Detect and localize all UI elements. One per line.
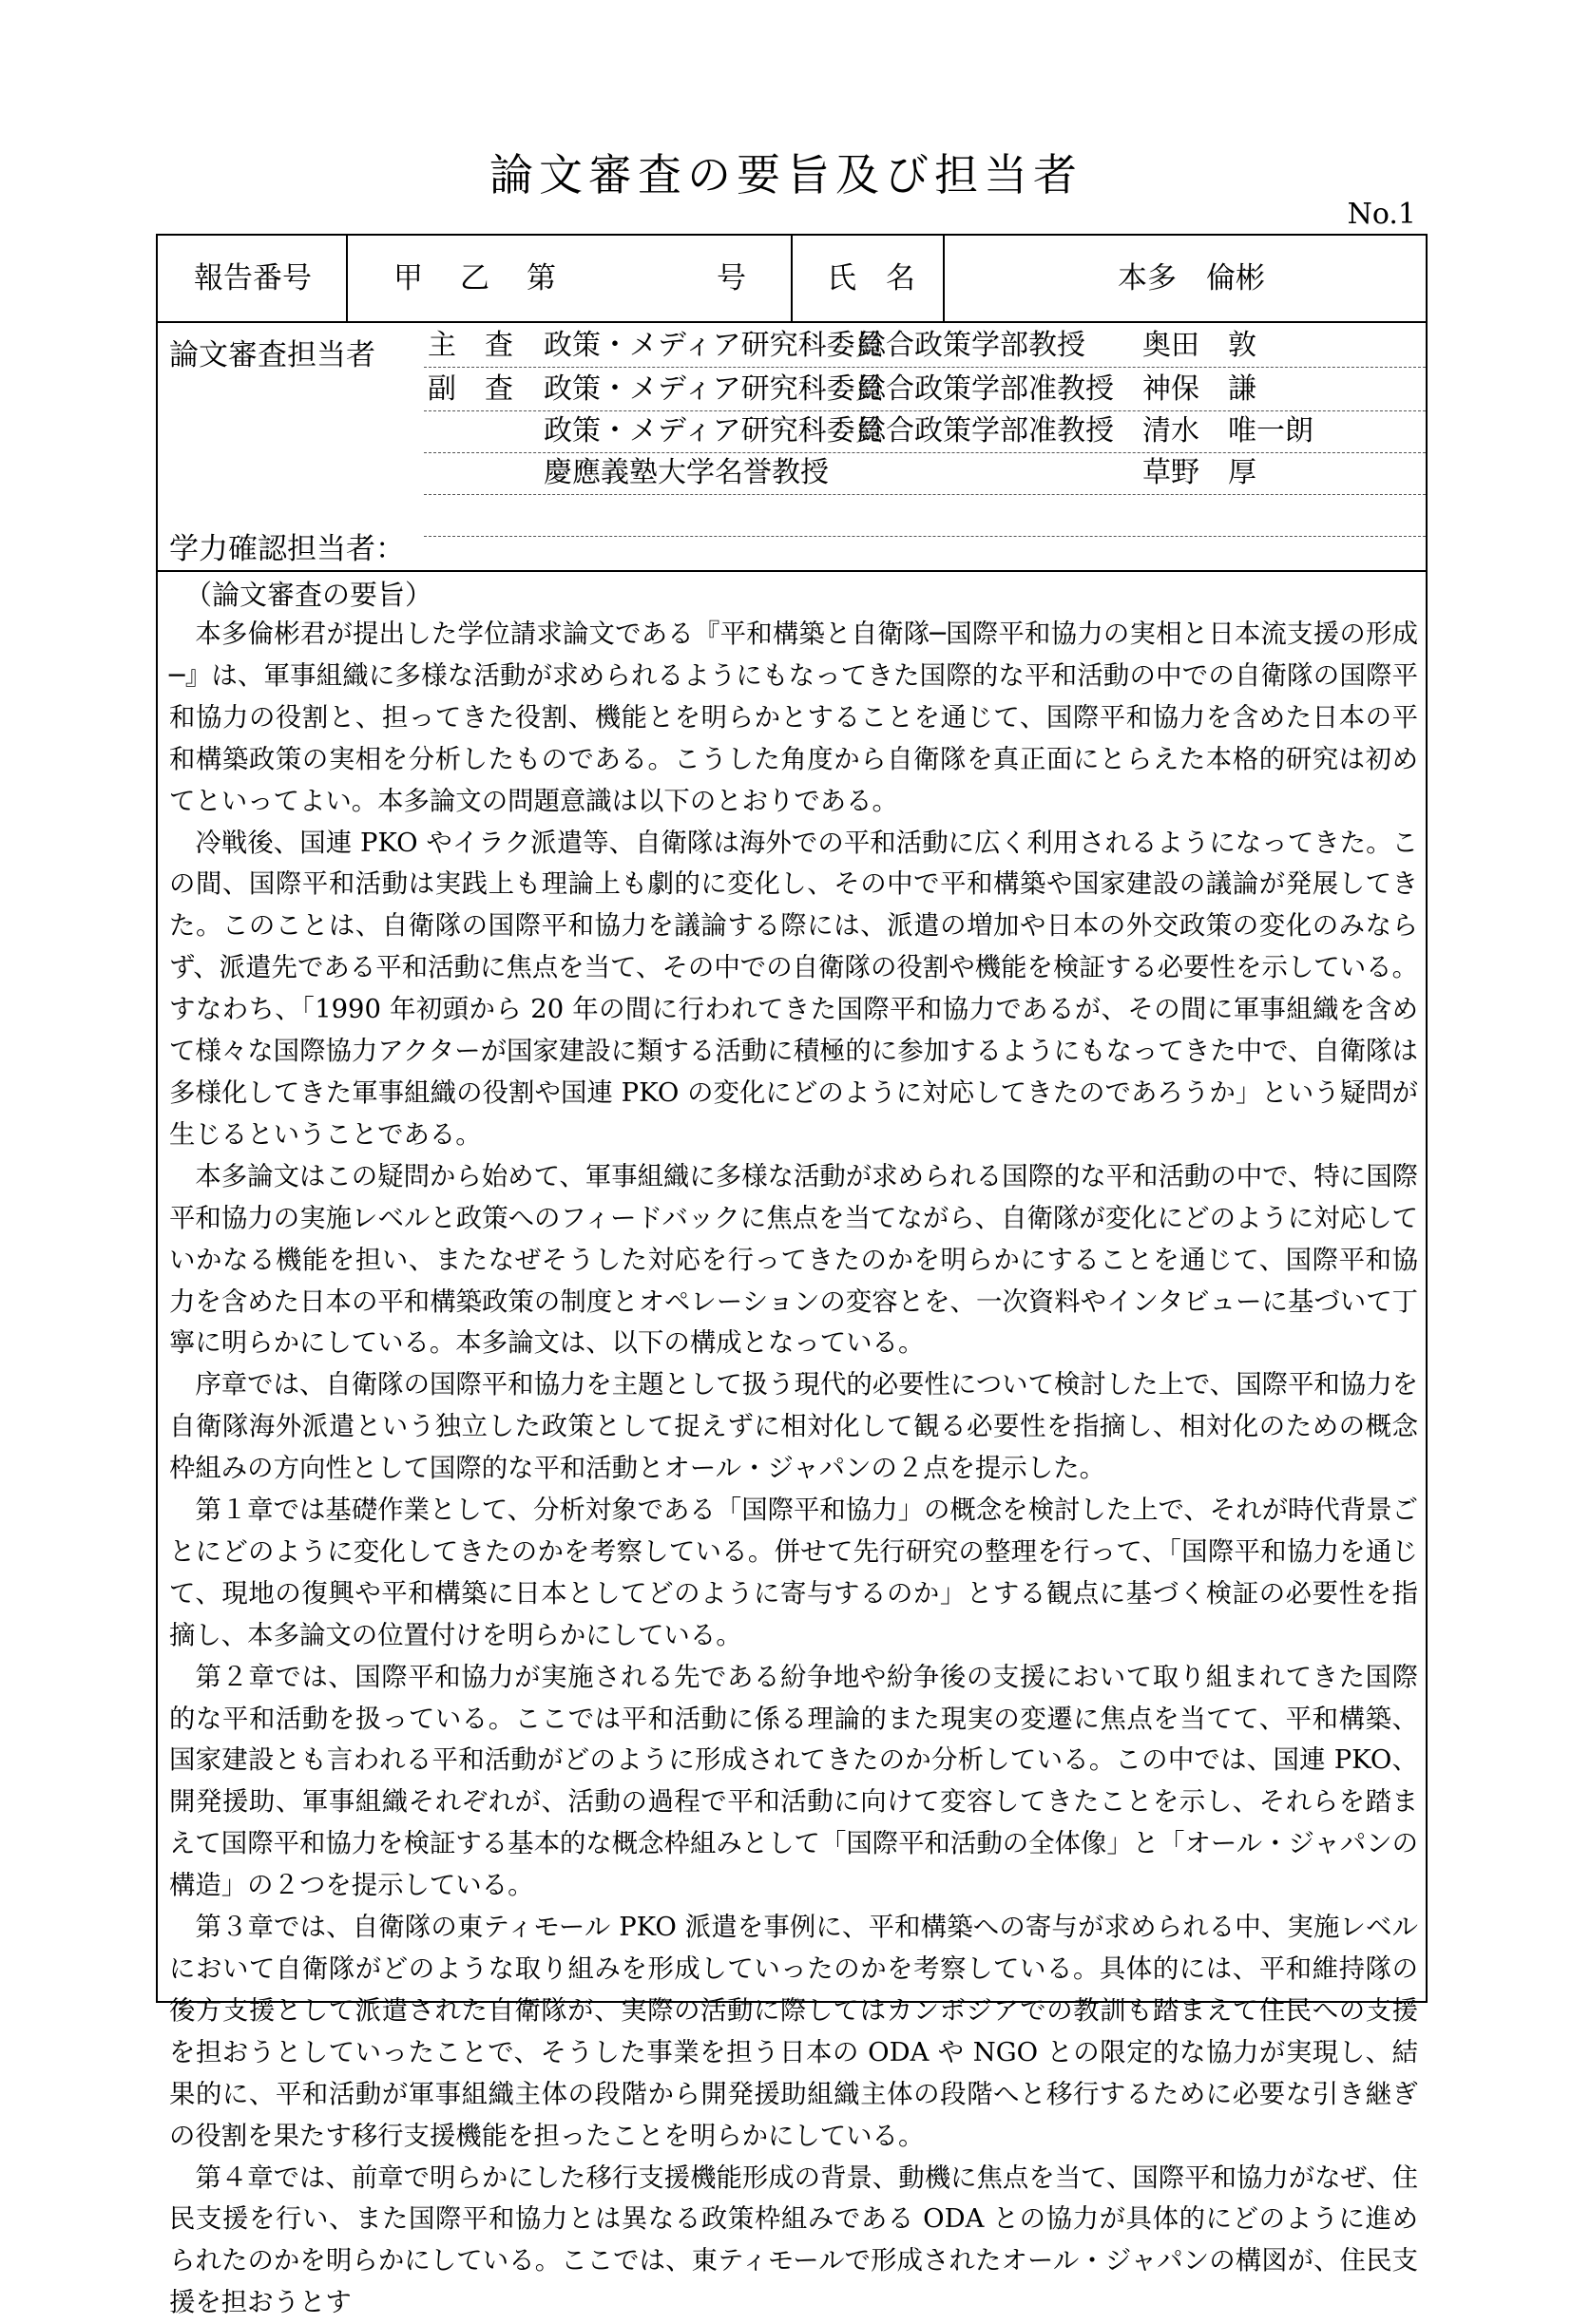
reviewer-committee: 政策・メディア研究科委員 xyxy=(544,414,884,448)
summary-paragraph: 本多論文はこの疑問から始めて、軍事組織に多様な活動が求められる国際的な平和活動の中で、特に国際平和協力の実施レベルと政策へのフィードバックに焦点を当てながら、自衛隊が変化にどのように対応していかなる機能を担い、またなぜそうした対応を行ってきたのかを明らかにすることを通じて、国際平和協力を含めた日本の平和構築政策の制度とオペレーションの変容とを、一次資料やインタビューに基づいて丁寧に明らかにしている。本多論文は、以下の構成となっている。 xyxy=(169,1161,1418,1359)
summary-paragraph: 序章では、自衛隊の国際平和協力を主題として扱う現代的必要性について検討した上で、国際平和協力を自衛隊海外派遣という独立した政策として捉えずに相対化して観る必要性を指摘し、相対化のための概念枠組みの方向性として国際的な平和活動とオール・ジャパンの２点を提示した。 xyxy=(169,1370,1418,1484)
summary-paragraph: 第１章では基礎作業として、分析対象である「国際平和協力」の概念を検討した上で、それが時代背景ごとにどのように変化してきたのかを考察している。併せて先行研究の整理を行って、「国際平和協力を通じて、現地の復興や平和構築に日本としてどのように寄与するのか」とする観点に基づく検証の必要性を指摘し、本多論文の位置付けを明らかにしている。 xyxy=(169,1495,1418,1650)
review-form xyxy=(156,234,1428,2318)
divider xyxy=(346,236,348,321)
reviewer-name: 清水 唯一朗 xyxy=(1142,414,1313,448)
report-number-dai: 第 xyxy=(527,261,556,295)
name-label: 氏 名 xyxy=(827,261,915,295)
header-row xyxy=(158,236,1426,323)
summary-paragraph: 第４章では、前章で明らかにした移行支援機能形成の背景、動機に焦点を当て、国際平和協力がなぜ、住民支援を行い、また国際平和協力とは異なる政策枠組みである ODA との協力が具体的にどのように進められたのかを明らかにしている。ここでは、東ティモールで形成されたオール・ジャパンの構図が、住民支援を担おうとす xyxy=(169,2162,1418,2318)
divider xyxy=(791,236,793,321)
report-number-kou: 甲 xyxy=(393,261,423,295)
reviewer-committee: 政策・メディア研究科委員 xyxy=(544,329,884,362)
candidate-name: 本多 倫彬 xyxy=(1118,261,1265,295)
reviewer-committee: 慶應義塾大学名誉教授 xyxy=(544,456,829,489)
summary-heading: （論文審査の要旨） xyxy=(184,579,433,611)
reviewer-row xyxy=(424,410,1426,452)
reviewer-role: 副 査 xyxy=(428,372,513,406)
dashed-divider xyxy=(424,367,1426,368)
reviewer-position: 総合政策学部准教授 xyxy=(857,372,1114,406)
report-number-gou: 号 xyxy=(717,261,746,295)
reviewer-committee: 政策・メディア研究科委員 xyxy=(544,372,884,406)
reviewer-name: 神保 謙 xyxy=(1142,372,1256,406)
summary-paragraph: 冷戦後、国連 PKO やイラク派遣等、自衛隊は海外での平和活動に広く利用されるようになってきた。この間、国際平和活動は実践上も理論上も劇的に変化し、その中で平和構築や国家建設の議論が発展してきた。このことは、自衛隊の国際平和協力を議論する際には、派遣の増加や日本の外交政策の変化のみならず、派遣先である平和活動に焦点を当て、その中での自衛隊の役割や機能を検証する必要性を示している。すなわち、「1990 年初頭から 20 年の間に行われてきた国際平和協力であるが、その間に軍事組織を含めて様々な国際協力アクターが国家建設に類する活動に積極的に参加するようにもなってきた中で、自衛隊は多様化してきた軍事組織の役割や国連 PKO の変化にどのように対応してきたのであろうか」という疑問が生じるということである。 xyxy=(169,828,1418,1150)
report-number-otsu: 乙 xyxy=(460,261,489,295)
reviewer-name: 奥田 敦 xyxy=(1142,329,1256,362)
reviewer-row xyxy=(424,325,1426,367)
reviewers-label: 論文審査担当者 xyxy=(169,338,375,372)
summary-paragraph: 第２章では、国際平和協力が実施される先である紛争地や紛争後の支援において取り組まれてきた国際的な平和活動を扱っている。ここでは平和活動に係る理論的また現実の変遷に焦点を当てて、平和構築、国家建設とも言われる平和活動がどのように形成されてきたのか分析している。この中では、国連 PKO、開発援助、軍事組織それぞれが、活動の過程で平和活動に向けて変容してきたことを示し、それらを踏まえて国際平和協力を検証する基本的な概念枠組みとして「国際平和活動の全体像」と「オール・ジャパンの構造」の２つを提示している。 xyxy=(169,1662,1418,1901)
reviewer-name: 草野 厚 xyxy=(1142,456,1256,489)
reviewer-row xyxy=(424,452,1426,494)
reviewer-role: 主 査 xyxy=(428,329,513,362)
ability-check-label: 学力確認担当者： xyxy=(169,532,405,566)
report-number-label: 報告番号 xyxy=(194,261,312,295)
document-number: No.1 xyxy=(1347,198,1416,231)
dashed-divider xyxy=(424,536,1426,537)
reviewer-position: 総合政策学部教授 xyxy=(857,329,1085,362)
page-title: 論文審査の要旨及び担当者 xyxy=(489,149,1083,200)
summary-paragraph: 本多倫彬君が提出した学位請求論文である『平和構築と自衛隊─国際平和協力の実相と日本流支援の形成─』は、軍事組織に多様な活動が求められるようにもなってきた国際的な平和活動の中での自衛隊の国際平和協力の役割と、担ってきた役割、機能とを明らかとすることを通じて、国際平和協力を含めた日本の平和構築政策の実相を分析したものである。こうした角度から自衛隊を真正面にとらえた本格的研究は初めてといってよい。本多論文の問題意識は以下のとおりである。 xyxy=(169,619,1418,816)
dashed-divider xyxy=(424,494,1426,495)
reviewer-position: 総合政策学部准教授 xyxy=(857,414,1114,448)
divider xyxy=(943,236,945,321)
summary-paragraph: 第３章では、自衛隊の東ティモール PKO 派遣を事例に、平和構築への寄与が求められる中、実施レベルにおいて自衛隊がどのような取り組みを形成していったのかを考察している。具体的には、平和維持隊の後方支援として派遣された自衛隊が、実際の活動に際してはカンボジアでの教訓も踏まえて住民への支援を担おうとしていったことで、そうした事業を担う日本の ODA や NGO との限定的な協力が実現し、結果的に、平和活動が軍事組織主体の段階から開発援助組織主体の段階へと移行するために必要な引き継ぎの役割を果たす移行支援機能を担ったことを明らかにしている。 xyxy=(169,1913,1418,2151)
review-summary xyxy=(169,576,1418,2324)
reviewers-section xyxy=(158,321,1426,572)
reviewer-row xyxy=(424,369,1426,410)
